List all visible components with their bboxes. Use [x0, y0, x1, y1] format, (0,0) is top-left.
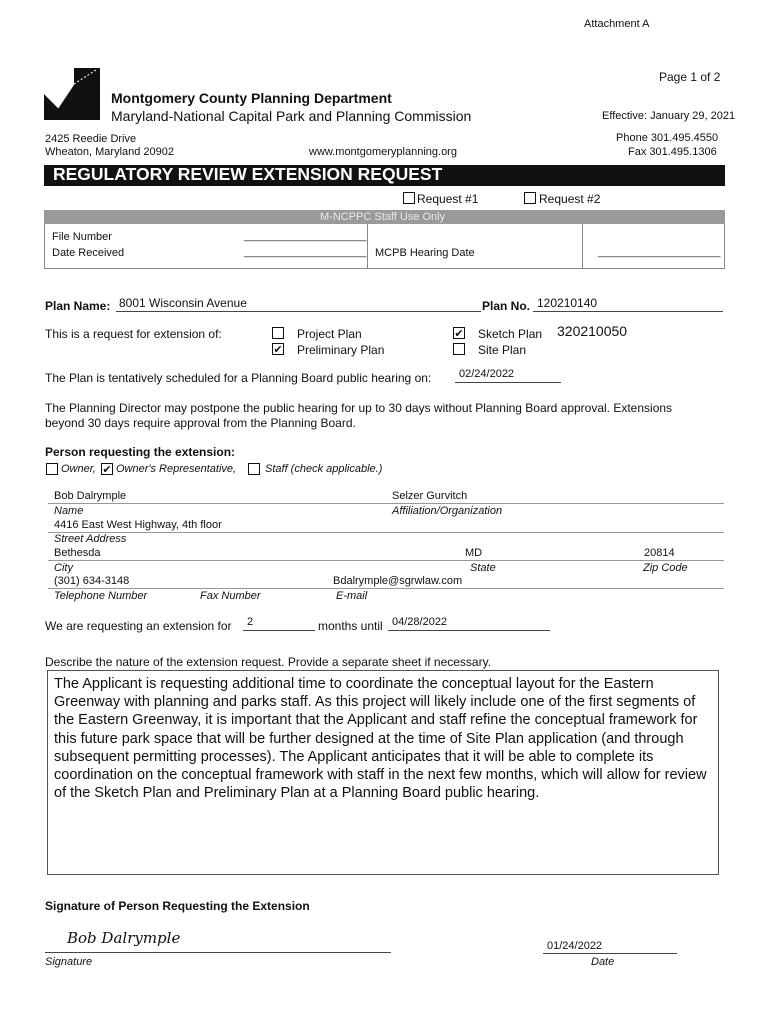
owner-label: Owner, — [61, 463, 96, 475]
address-line2: Wheaton, Maryland 20902 — [45, 146, 175, 158]
staff-checkbox[interactable] — [248, 463, 260, 475]
person-phone[interactable]: (301) 634-3148 — [54, 575, 130, 587]
staff-use-header: M-NCPPC Staff Use Only — [320, 211, 446, 223]
months-line — [243, 630, 315, 631]
owners-rep-label: Owner's Representative, — [116, 463, 237, 475]
request1-label: Request #1 — [417, 192, 479, 206]
person-affiliation[interactable]: Selzer Gurvitch — [392, 490, 468, 502]
hearing-date-line — [455, 382, 561, 383]
date-label: Date — [591, 956, 615, 968]
website: www.montgomeryplanning.org — [309, 146, 457, 158]
plan-name-label: Plan Name: — [45, 299, 111, 313]
page-number: Page 1 of 2 — [659, 70, 721, 84]
plan-name-value[interactable]: 8001 Wisconsin Avenue — [119, 296, 247, 310]
person-email[interactable]: Bdalrymple@sgrwlaw.com — [333, 575, 463, 587]
fax-label: Fax Number — [200, 590, 261, 602]
date-received-label: Date Received — [52, 247, 125, 259]
mncppc-logo-icon — [44, 68, 100, 120]
date-received-blank: ____________________ — [244, 246, 367, 258]
postpone-text-line1: The Planning Director may postpone the public hearing for up to 30 days without Planning Board approval. Extensions — [45, 401, 673, 415]
person-name[interactable]: Bob Dalrymple — [54, 490, 127, 502]
site-plan-label: Site Plan — [478, 343, 527, 357]
extension-of-label: This is a request for extension of: — [45, 327, 222, 341]
project-plan-label: Project Plan — [297, 327, 362, 341]
file-number-blank: ____________________ — [244, 230, 367, 242]
person-heading: Person requesting the extension: — [45, 445, 236, 459]
name-line — [48, 503, 724, 504]
plan-no-line — [533, 311, 723, 312]
extension-months[interactable]: 2 — [247, 616, 254, 628]
date-line — [543, 953, 677, 954]
name-label: Name — [54, 505, 84, 517]
plan-name-line — [116, 311, 481, 312]
staff-label: Staff (check applicable.) — [265, 463, 383, 475]
phone-label: Telephone Number — [54, 590, 148, 602]
describe-label: Describe the nature of the extension request. Provide a separate sheet if necessary. — [45, 655, 492, 669]
zip-label: Zip Code — [643, 562, 688, 574]
staff-box-divider-2 — [582, 224, 583, 268]
person-zip[interactable]: 20814 — [644, 547, 675, 559]
address-line1: 2425 Reedie Drive — [45, 133, 137, 145]
extension-prefix: We are requesting an extension for — [45, 619, 232, 633]
site-plan-checkbox[interactable] — [453, 343, 465, 355]
preliminary-plan-checkbox[interactable]: ✔ — [273, 344, 283, 356]
extension-until[interactable]: 04/28/2022 — [392, 616, 448, 628]
preliminary-plan-label: Preliminary Plan — [297, 343, 385, 357]
sketch-plan-label: Sketch Plan — [478, 327, 543, 341]
person-city[interactable]: Bethesda — [54, 547, 101, 559]
request1-checkbox[interactable] — [403, 192, 415, 204]
department-name: Montgomery County Planning Department — [111, 90, 392, 106]
sketch-plan-number[interactable]: 320210050 — [557, 323, 628, 339]
postpone-text-line2: beyond 30 days require approval from the Planning Board. — [45, 416, 356, 430]
file-number-label: File Number — [52, 231, 112, 243]
request2-checkbox[interactable] — [524, 192, 536, 204]
phone-number: Phone 301.495.4550 — [616, 132, 719, 144]
extension-middle: months until — [318, 619, 383, 633]
phone-line — [48, 588, 724, 589]
request2-label: Request #2 — [539, 192, 601, 206]
affiliation-label: Affiliation/Organization — [392, 505, 503, 517]
project-plan-checkbox[interactable] — [272, 327, 284, 339]
person-street[interactable]: 4416 East West Highway, 4th floor — [54, 519, 222, 531]
hearing-date-blank: ____________________ — [598, 246, 721, 258]
street-label: Street Address — [54, 533, 127, 545]
state-label: State — [470, 562, 496, 574]
staff-box-bottom — [44, 268, 725, 269]
signature-value[interactable]: Bob Dalrymple — [67, 929, 181, 947]
staff-box-left — [44, 224, 45, 268]
staff-box-divider — [367, 224, 368, 268]
signature-label: Signature — [45, 956, 93, 968]
attachment-label: Attachment A — [584, 18, 650, 30]
city-line — [48, 560, 724, 561]
street-line — [48, 532, 724, 533]
signature-line — [45, 952, 391, 953]
city-label: City — [54, 562, 73, 574]
person-state[interactable]: MD — [465, 547, 483, 559]
owners-rep-checkbox[interactable]: ✔ — [102, 464, 112, 476]
signature-heading: Signature of Person Requesting the Extension — [45, 899, 310, 913]
until-line — [388, 630, 550, 631]
staff-box-right — [724, 224, 725, 268]
form-title: REGULATORY REVIEW EXTENSION REQUEST — [53, 164, 443, 184]
effective-date: Effective: January 29, 2021 — [602, 110, 736, 122]
sketch-plan-checkbox[interactable]: ✔ — [454, 328, 464, 340]
commission-name: Maryland-National Capital Park and Planning Commission — [111, 108, 472, 124]
hearing-date-value[interactable]: 02/24/2022 — [459, 368, 515, 380]
description-box[interactable]: The Applicant is requesting additional time to coordinate the conceptual layout for the Eastern Greenway with planning and parks staff. As this project will likely include one of the first segments of the Eastern Greenway, it is important that the Applicant and staff refine the conceptual framework for this future park space that will be further designed at the time of Site Plan application (and through subsequent permitting processes). The Applicant anticipates that it will be able to complete its coordination on the conceptual framework with staff in the next few months, which will allow for review of the Sketch Plan and Preliminary Plan at a Planning Board public hearing. — [47, 670, 719, 875]
signature-date[interactable]: 01/24/2022 — [547, 940, 603, 952]
plan-no-value[interactable]: 120210140 — [537, 296, 598, 310]
hearing-sentence: The Plan is tentatively scheduled for a Planning Board public hearing on: — [45, 371, 432, 385]
fax-number: Fax 301.495.1306 — [628, 146, 717, 158]
plan-no-label: Plan No. — [482, 299, 531, 313]
email-label: E-mail — [336, 590, 368, 602]
owner-checkbox[interactable] — [46, 463, 58, 475]
hearing-date-label: MCPB Hearing Date — [375, 247, 475, 259]
